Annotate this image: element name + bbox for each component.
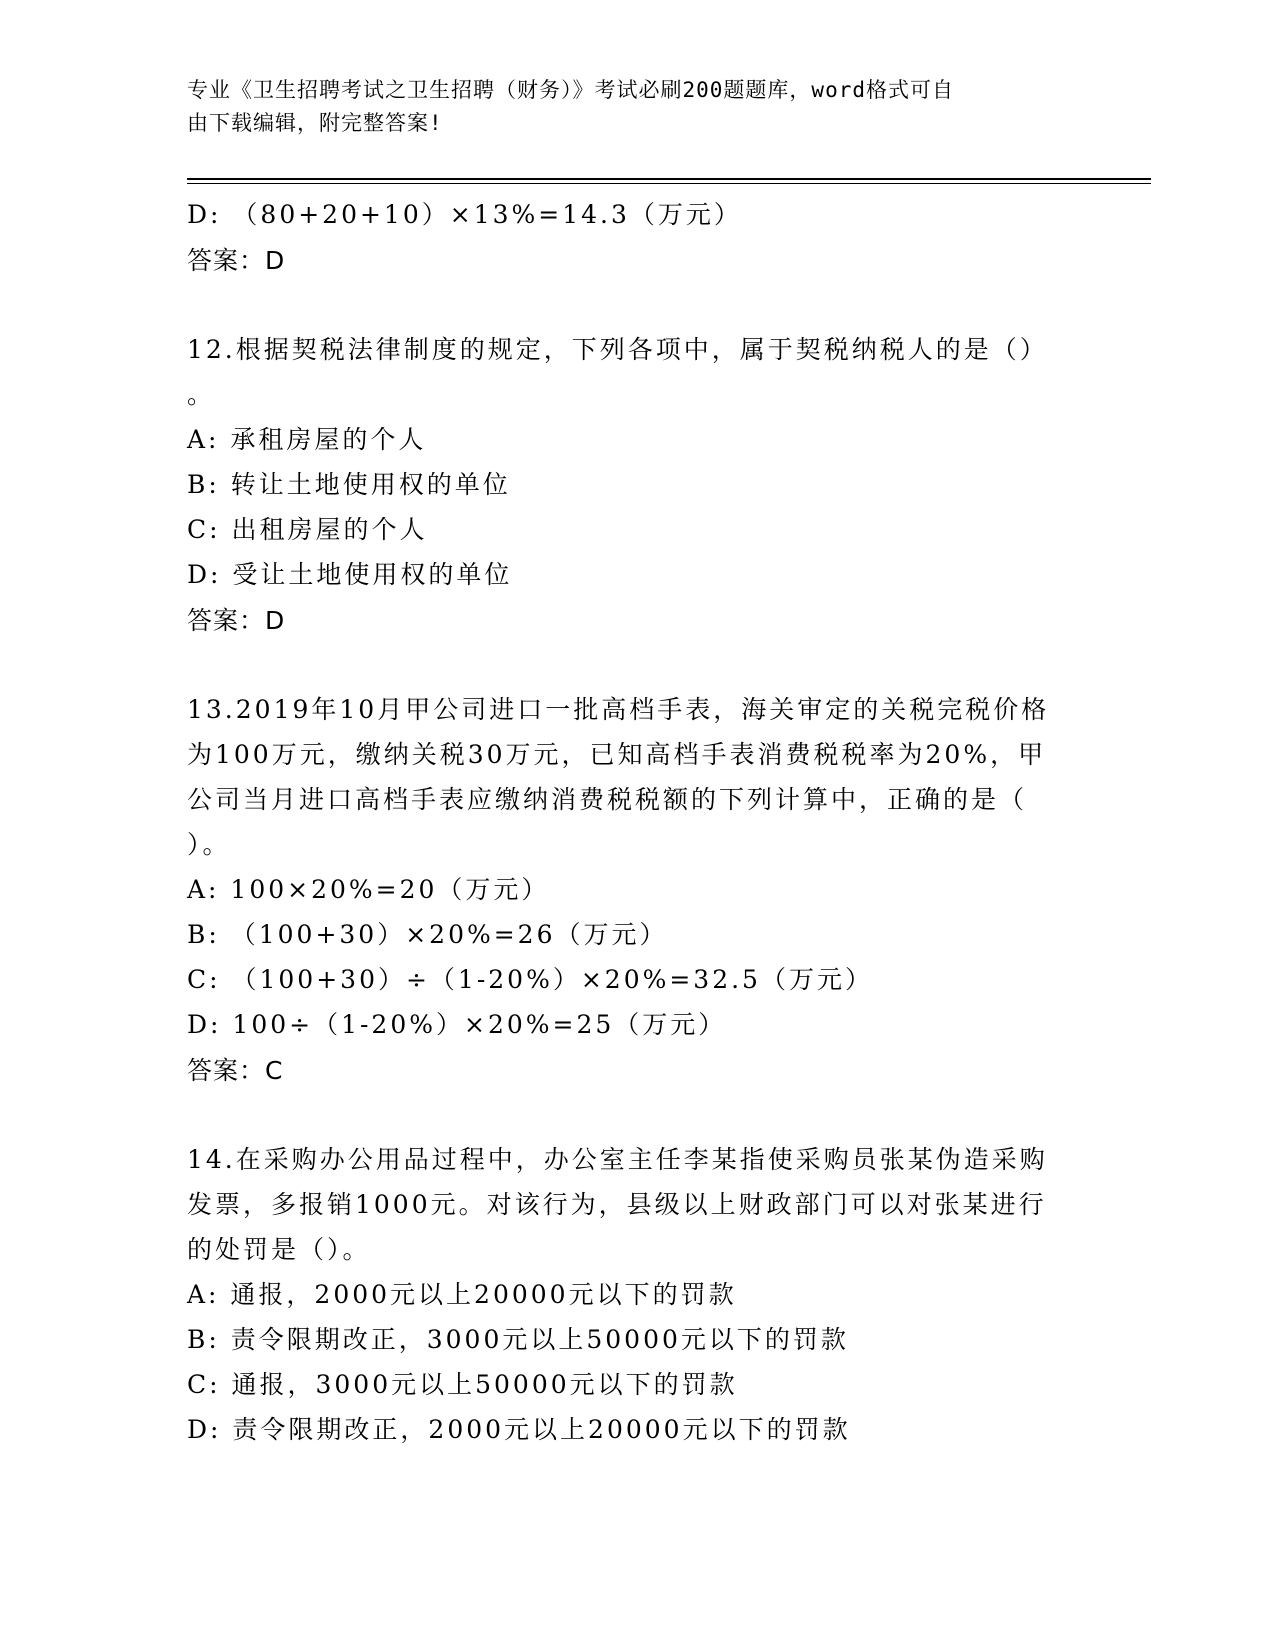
option-b: B: 转让土地使用权的单位: [187, 470, 511, 499]
header-line-2: 由下载编辑，附完整答案!: [187, 111, 443, 135]
option-b: B: （100+30）×20%=26（万元）: [187, 920, 668, 949]
answer: 答案：D: [187, 246, 286, 275]
option-d: D: 100÷（1-20%）×20%=25（万元）: [187, 1010, 727, 1039]
header-line-1: 专业《卫生招聘考试之卫生招聘（财务）》考试必刷200题题库，word格式可自: [187, 78, 954, 102]
header-rule-thick: [187, 178, 1151, 180]
answer: 答案：D: [187, 606, 286, 635]
question-stem: 。: [187, 380, 216, 409]
question-content: [187, 192, 1087, 1452]
question-stem: 13.2019年10月甲公司进口一批高档手表，海关审定的关税完税价格: [187, 695, 1050, 724]
question-stem: 发票，多报销1000元。对该行为，县级以上财政部门可以对张某进行: [187, 1190, 1047, 1219]
option-c: C: 出租房屋的个人: [187, 515, 428, 544]
option-d: D: 责令限期改正，2000元以上20000元以下的罚款: [187, 1415, 851, 1444]
previous-question: [187, 192, 1087, 285]
document-header: [187, 74, 1067, 140]
question-stem: 为100万元，缴纳关税30万元，已知高档手表消费税税率为20%，甲: [187, 740, 1047, 769]
option-a: A: 承租房屋的个人: [187, 425, 427, 454]
option-a: A: 100×20%=20（万元）: [187, 875, 550, 904]
option-d: D: 受让土地使用权的单位: [187, 560, 513, 589]
option-b: B: 责令限期改正，3000元以上50000元以下的罚款: [187, 1325, 849, 1354]
option-c: C: （100+30）÷（1-20%）×20%=32.5（万元）: [187, 965, 873, 994]
option-c: C: 通报，3000元以上50000元以下的罚款: [187, 1370, 738, 1399]
question-14: [187, 1137, 1087, 1452]
option-d: D: （80+20+10）×13%=14.3（万元）: [187, 200, 742, 229]
question-13: [187, 687, 1087, 1095]
header-rule-thin: [187, 183, 1151, 184]
question-stem: 12.根据契税法律制度的规定，下列各项中，属于契税纳税人的是（）: [187, 335, 1048, 364]
question-stem: 公司当月进口高档手表应缴纳消费税税额的下列计算中，正确的是（: [187, 785, 1028, 814]
question-stem: ）。: [187, 830, 231, 859]
question-stem: 14.在采购办公用品过程中，办公室主任李某指使采购员张某伪造采购: [187, 1145, 1048, 1174]
answer: 答案：C: [187, 1056, 284, 1085]
option-a: A: 通报，2000元以上20000元以下的罚款: [187, 1280, 737, 1309]
question-12: [187, 327, 1087, 645]
question-stem: 的处罚是（）。: [187, 1235, 371, 1264]
